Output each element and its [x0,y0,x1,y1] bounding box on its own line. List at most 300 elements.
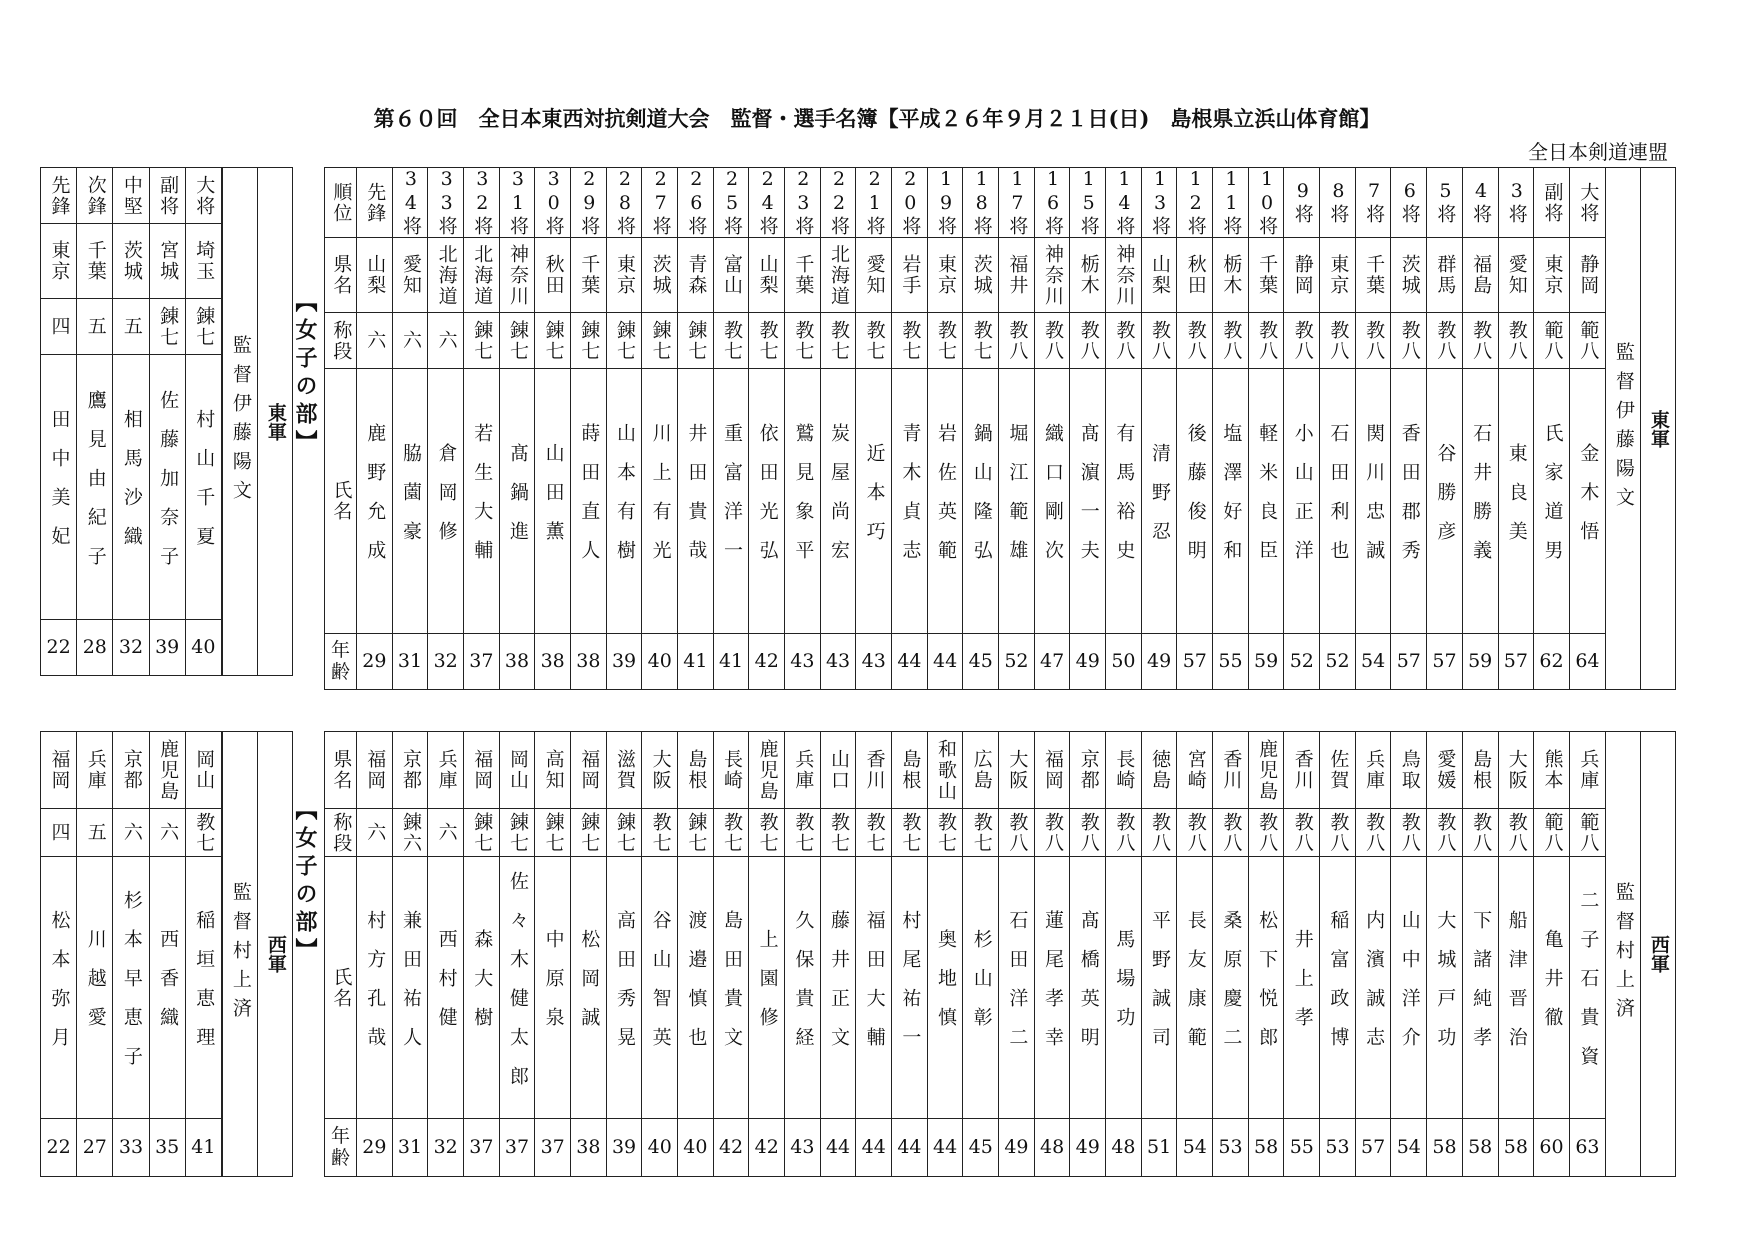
east-men-position-cell: 8将 [1320,168,1356,238]
west-men-dan-cell: 六 [357,809,393,857]
east-men-position-cell: 20将 [892,168,928,238]
west-men-pref-cell: 福岡 [357,732,393,809]
west-men-pref-cell: 兵庫 [1355,732,1391,809]
west-men-age-cell: 49 [1070,1119,1106,1177]
east-men-name-cell: 鍋山隆弘 [963,369,999,634]
east-men-pref-cell: 愛知 [1498,238,1534,313]
west-header-dan: 称段 [325,809,357,857]
west-men-name-cell: 高田秀晃 [606,857,642,1119]
west-men-pref-cell: 大阪 [1498,732,1534,809]
east-men-age-cell: 59 [1462,634,1498,690]
east-men-pref-cell: 栃木 [1213,238,1249,313]
west-men-pref-cell: 岡山 [499,732,535,809]
east-women-name-cell: 佐藤加奈子 [149,355,185,620]
west-men-pref-cell: 兵庫 [428,732,464,809]
east-men-age-cell: 64 [1569,634,1605,690]
east-men-pref-cell: 山梨 [357,238,393,313]
west-men-pref-cell: 愛媛 [1427,732,1463,809]
east-men-pref-cell: 千葉 [571,238,607,313]
east-women-position-cell: 大将 [185,168,221,224]
east-men-dan-cell: 教七 [927,313,963,369]
east-women-age-cell: 22 [41,620,77,676]
west-men-name-cell: 長友康範 [1177,857,1213,1119]
east-men-position-cell: 11将 [1213,168,1249,238]
west-men-age-cell: 42 [713,1119,749,1177]
east-men-pref-cell: 愛知 [856,238,892,313]
west-men-name-cell: 蓮尾孝幸 [1034,857,1070,1119]
west-men-dan-cell: 教七 [785,809,821,857]
east-men-dan-cell: 錬七 [571,313,607,369]
west-men-age-cell: 58 [1427,1119,1463,1177]
west-men-age-cell: 45 [963,1119,999,1177]
east-men-name-cell: 蒔田直人 [571,369,607,634]
east-men-position-cell: 29将 [571,168,607,238]
east-men-dan-cell: 教八 [1034,313,1070,369]
east-men-position-cell: 19将 [927,168,963,238]
east-women-name-cell: 村山千夏 [185,355,221,620]
east-women-pref-cell: 茨城 [113,224,149,299]
east-men-dan-cell: 教八 [999,313,1035,369]
east-coach-name-right: 伊藤陽文 [1612,399,1635,516]
east-women-pref-cell: 東京 [41,224,77,299]
west-men-name-cell: 松下悦郎 [1248,857,1284,1119]
east-header-dan: 称段 [325,313,357,369]
west-women-label: 【女子の部】 [292,798,318,966]
east-men-position-cell: 27将 [642,168,678,238]
east-header-age: 年齢 [325,634,357,690]
east-men-position-cell: 18将 [963,168,999,238]
west-men-pref-cell: 長崎 [713,732,749,809]
west-men-name-cell: 藤井正文 [820,857,856,1119]
east-men-dan-cell: 六 [357,313,393,369]
east-men-age-cell: 49 [1070,634,1106,690]
west-men-age-cell: 58 [1462,1119,1498,1177]
east-men-pref-cell: 茨城 [1391,238,1427,313]
west-men-dan-cell: 教七 [820,809,856,857]
west-men-dan-cell: 教八 [1106,809,1142,857]
west-women-row-prefs [41,732,222,809]
west-men-dan-cell: 錬七 [535,809,571,857]
east-men-pref-cell: 静岡 [1569,238,1605,313]
west-header-name: 氏名 [325,857,357,1119]
east-men-dan-cell: 錬七 [464,313,500,369]
east-men-age-cell: 43 [820,634,856,690]
west-men-pref-cell: 和歌山 [927,732,963,809]
east-men-dan-cell: 教七 [963,313,999,369]
east-men-name-cell: 山本有樹 [606,369,642,634]
east-men-pref-cell: 青森 [678,238,714,313]
west-women-pref-cell: 岡山 [185,732,221,809]
west-men-age-cell: 49 [999,1119,1035,1177]
east-men-position-cell: 3将 [1498,168,1534,238]
east-men-name-cell: 脇薗豪 [392,369,428,634]
west-men-dan-cell: 教八 [1320,809,1356,857]
west-men-age-cell: 31 [392,1119,428,1177]
east-men-name-cell: 鷲見象平 [785,369,821,634]
east-men-name-cell: 重富洋一 [713,369,749,634]
east-men-name-cell: 髙鍋進 [499,369,535,634]
west-women-pref-cell: 京都 [113,732,149,809]
east-women-table [40,167,222,676]
east-men-age-cell: 45 [963,634,999,690]
west-men-pref-cell: 香川 [856,732,892,809]
west-men-pref-cell: 宮崎 [1177,732,1213,809]
west-header-age: 年齢 [325,1119,357,1177]
west-men-pref-cell: 鹿児島 [1248,732,1284,809]
east-men-dan-cell: 錬七 [499,313,535,369]
east-men-name-cell: 近本巧 [856,369,892,634]
west-men-dan-cell: 教八 [1391,809,1427,857]
west-men-pref-cell: 徳島 [1141,732,1177,809]
east-men-name-cell: 川上有光 [642,369,678,634]
west-women-dan-cell: 六 [149,809,185,857]
west-women-dan-cell: 四 [41,809,77,857]
east-men-position-cell: 13将 [1141,168,1177,238]
west-women-age-cell: 33 [113,1119,149,1177]
west-women-row-dans [41,809,222,857]
east-women-position-cell: 先鋒 [41,168,77,224]
west-men-dan-cell: 錬六 [392,809,428,857]
west-men-pref-cell: 滋賀 [606,732,642,809]
west-men-name-cell: 内濱誠志 [1355,857,1391,1119]
east-men-age-cell: 57 [1391,634,1427,690]
east-men-age-cell: 31 [392,634,428,690]
east-men-row-positions [325,168,1676,238]
west-coach-cell [223,732,258,1177]
east-men-position-cell: 26将 [678,168,714,238]
east-men-name-cell: 谷勝彦 [1427,369,1463,634]
west-men-dan-cell: 六 [428,809,464,857]
west-men-name-cell: 山中洋介 [1391,857,1427,1119]
west-men-pref-cell: 鹿児島 [749,732,785,809]
east-men-position-cell: 34将 [392,168,428,238]
west-men-age-cell: 44 [856,1119,892,1177]
east-men-dan-cell: 教八 [1462,313,1498,369]
west-women-dan-cell: 五 [77,809,113,857]
east-men-pref-cell: 東京 [606,238,642,313]
west-men-name-cell: 船津晋治 [1498,857,1534,1119]
west-coach-label-right: 監督 [1612,881,1635,940]
east-side-label-right: 東軍 [1641,168,1676,690]
west-men-name-cell: 西村健 [428,857,464,1119]
east-men-name-cell: 織口剛次 [1034,369,1070,634]
east-men-pref-cell: 秋田 [1177,238,1213,313]
east-women-position-cell: 中堅 [113,168,149,224]
west-women-age-cell: 35 [149,1119,185,1177]
east-men-age-cell: 38 [571,634,607,690]
east-men-age-cell: 54 [1355,634,1391,690]
west-women-pref-cell: 兵庫 [77,732,113,809]
west-men-age-cell: 58 [1498,1119,1534,1177]
east-women-row-prefs [41,224,222,299]
east-men-pref-cell: 茨城 [963,238,999,313]
west-women-age-cell: 22 [41,1119,77,1177]
east-men-dan-cell: 教七 [820,313,856,369]
east-men-pref-cell: 神奈川 [1106,238,1142,313]
west-men-name-cell: 二子石貴資 [1569,857,1605,1119]
west-men-age-cell: 48 [1106,1119,1142,1177]
west-women-name-cell: 杉本早恵子 [113,857,149,1119]
east-women-age-cell: 32 [113,620,149,676]
west-men-name-cell: 久保貴経 [785,857,821,1119]
west-men-name-cell: 佐々木健太郎 [499,857,535,1119]
west-women-table [40,731,222,1177]
west-men-name-cell: 稲富政博 [1320,857,1356,1119]
west-men-name-cell: 村尾祐一 [892,857,928,1119]
west-men-dan-cell: 錬七 [464,809,500,857]
east-men-pref-cell: 愛知 [392,238,428,313]
west-women-row-names [41,857,222,1119]
organization-name: 全日本剣道連盟 [1528,140,1668,164]
east-men-row-prefs [325,238,1676,313]
east-women-name-cell: 相馬沙織 [113,355,149,620]
west-men-dan-cell: 教八 [1462,809,1498,857]
west-men-row-dans [325,809,1676,857]
east-men-position-cell: 7将 [1355,168,1391,238]
east-men-position-cell: 先鋒 [357,168,393,238]
east-men-pref-cell: 千葉 [785,238,821,313]
west-men-dan-cell: 教八 [1427,809,1463,857]
west-men-age-cell: 44 [820,1119,856,1177]
west-women-name-cell: 西香織 [149,857,185,1119]
east-men-dan-cell: 教七 [749,313,785,369]
east-women-age-cell: 28 [77,620,113,676]
east-women-age-cell: 40 [185,620,221,676]
east-men-position-cell: 32将 [464,168,500,238]
east-men-name-cell: 岩佐英範 [927,369,963,634]
east-men-row-ages [325,634,1676,690]
east-header-name: 氏名 [325,369,357,634]
east-men-dan-cell: 錬七 [642,313,678,369]
west-men-age-cell: 39 [606,1119,642,1177]
east-men-dan-cell: 教八 [1427,313,1463,369]
east-men-position-cell: 31将 [499,168,535,238]
west-men-age-cell: 54 [1177,1119,1213,1177]
east-men-name-cell: 鹿野允成 [357,369,393,634]
east-men-age-cell: 57 [1177,634,1213,690]
west-coach-cell-right [1606,732,1641,1177]
east-men-age-cell: 40 [642,634,678,690]
east-men-table [324,167,1676,690]
east-men-dan-cell: 教七 [856,313,892,369]
east-men-age-cell: 59 [1248,634,1284,690]
west-side-label: 西軍 [258,732,293,1177]
east-men-name-cell: 堀江範雄 [999,369,1035,634]
west-women-row-ages [41,1119,222,1177]
east-men-dan-cell: 六 [428,313,464,369]
west-men-dan-cell: 教八 [999,809,1035,857]
west-men-dan-cell: 教八 [1498,809,1534,857]
east-men-age-cell: 50 [1106,634,1142,690]
west-men-name-cell: 上園修 [749,857,785,1119]
east-men-dan-cell: 範八 [1569,313,1605,369]
east-men-position-cell: 10将 [1248,168,1284,238]
west-men-age-cell: 40 [678,1119,714,1177]
east-men-dan-cell: 教八 [1355,313,1391,369]
east-men-position-cell: 28将 [606,168,642,238]
east-men-pref-cell: 山梨 [1141,238,1177,313]
east-men-name-cell: 髙濵一夫 [1070,369,1106,634]
east-men-position-cell: 23将 [785,168,821,238]
west-men-pref-cell: 香川 [1284,732,1320,809]
east-men-pref-cell: 静岡 [1284,238,1320,313]
east-men-dan-cell: 教八 [1213,313,1249,369]
east-men-row-dans [325,313,1676,369]
east-men-pref-cell: 神奈川 [499,238,535,313]
east-men-pref-cell: 岩手 [892,238,928,313]
west-men-dan-cell: 錬七 [499,809,535,857]
east-women-dan-cell: 錬七 [185,299,221,355]
east-men-name-cell: 石田利也 [1320,369,1356,634]
east-coach-cell [223,168,258,676]
west-men-pref-cell: 福岡 [571,732,607,809]
west-coach-name-right: 村上済 [1612,939,1635,1027]
east-men-name-cell: 香田郡秀 [1391,369,1427,634]
east-men-name-cell: 軽米良臣 [1248,369,1284,634]
west-men-name-cell: 渡邉慎也 [678,857,714,1119]
east-men-name-cell: 若生大輔 [464,369,500,634]
east-header-rank: 順位 [325,168,357,238]
east-men-row-names [325,369,1676,634]
east-women-pref-cell: 千葉 [77,224,113,299]
east-men-position-cell: 12将 [1177,168,1213,238]
east-women-label: 【女子の部】 [292,290,318,458]
west-men-name-cell: 亀井徹 [1534,857,1570,1119]
east-men-dan-cell: 教八 [1141,313,1177,369]
east-men-age-cell: 44 [927,634,963,690]
east-women-dan-cell: 錬七 [149,299,185,355]
west-men-pref-cell: 京都 [1070,732,1106,809]
east-men-age-cell: 57 [1427,634,1463,690]
east-men-dan-cell: 教八 [1248,313,1284,369]
west-men-name-cell: 井上孝 [1284,857,1320,1119]
east-women-row-ages [41,620,222,676]
east-women-row-names [41,355,222,620]
east-women-name-cell: 鷹見由紀子 [77,355,113,620]
east-men-dan-cell: 錬七 [535,313,571,369]
west-men-pref-cell: 熊本 [1534,732,1570,809]
west-men-row-prefs [325,732,1676,809]
west-men-pref-cell: 大阪 [642,732,678,809]
east-men-position-cell: 5将 [1427,168,1463,238]
west-men-age-cell: 57 [1355,1119,1391,1177]
east-men-age-cell: 37 [464,634,500,690]
west-men-name-cell: 桑原慶二 [1213,857,1249,1119]
east-men-position-cell: 14将 [1106,168,1142,238]
west-men-pref-cell: 香川 [1213,732,1249,809]
west-women-name-cell: 川越愛 [77,857,113,1119]
west-men-name-cell: 谷山智英 [642,857,678,1119]
east-men-pref-cell: 茨城 [642,238,678,313]
west-men-name-cell: 福田大輔 [856,857,892,1119]
east-men-dan-cell: 六 [392,313,428,369]
page-title: 第６０回 全日本東西対抗剣道大会 監督・選手名簿【平成２６年９月２１日(日) 島根県立浜山体育館】 [373,106,1381,131]
east-men-pref-cell: 北海道 [820,238,856,313]
east-men-pref-cell: 東京 [1320,238,1356,313]
west-men-dan-cell: 教七 [892,809,928,857]
east-men-age-cell: 47 [1034,634,1070,690]
west-men-row-names [325,857,1676,1119]
east-men-name-cell: 山田薫 [535,369,571,634]
east-men-dan-cell: 教八 [1106,313,1142,369]
west-men-pref-cell: 大阪 [999,732,1035,809]
west-men-pref-cell: 島根 [678,732,714,809]
east-men-pref-cell: 福井 [999,238,1035,313]
west-men-dan-cell: 範八 [1534,809,1570,857]
west-men-dan-cell: 教八 [1034,809,1070,857]
west-men-name-cell: 石田洋二 [999,857,1035,1119]
west-men-name-cell: 大城戸功 [1427,857,1463,1119]
east-women-position-cell: 次鋒 [77,168,113,224]
east-men-age-cell: 52 [1320,634,1356,690]
east-men-name-cell: 炭屋尚宏 [820,369,856,634]
east-women-pref-cell: 宮城 [149,224,185,299]
east-men-position-cell: 9将 [1284,168,1320,238]
east-men-dan-cell: 教八 [1498,313,1534,369]
west-men-age-cell: 54 [1391,1119,1427,1177]
west-men-pref-cell: 広島 [963,732,999,809]
east-men-age-cell: 49 [1141,634,1177,690]
east-men-pref-cell: 東京 [927,238,963,313]
east-men-dan-cell: 教七 [892,313,928,369]
west-men-name-cell: 奥地慎 [927,857,963,1119]
west-men-age-cell: 53 [1213,1119,1249,1177]
east-men-age-cell: 29 [357,634,393,690]
east-men-name-cell: 石井勝義 [1462,369,1498,634]
east-women-row-dans [41,299,222,355]
east-men-position-cell: 大将 [1569,168,1605,238]
west-men-name-cell: 兼田祐人 [392,857,428,1119]
east-women-row-positions [41,168,222,224]
east-men-dan-cell: 教八 [1177,313,1213,369]
east-women-pref-cell: 埼玉 [185,224,221,299]
west-men-dan-cell: 教八 [1177,809,1213,857]
west-women-pref-cell: 鹿児島 [149,732,185,809]
east-men-pref-cell: 千葉 [1355,238,1391,313]
west-men-table [324,731,1676,1177]
east-men-age-cell: 43 [785,634,821,690]
west-men-age-cell: 55 [1284,1119,1320,1177]
east-men-pref-cell: 富山 [713,238,749,313]
west-men-dan-cell: 教八 [1141,809,1177,857]
east-women-age-cell: 39 [149,620,185,676]
east-men-dan-cell: 教七 [785,313,821,369]
east-women-name-cell: 田中美妃 [41,355,77,620]
west-men-name-cell: 髙橋英明 [1070,857,1106,1119]
west-men-pref-cell: 高知 [535,732,571,809]
east-men-age-cell: 52 [1284,634,1320,690]
east-men-age-cell: 44 [892,634,928,690]
west-women-dan-cell: 六 [113,809,149,857]
west-men-dan-cell: 教七 [856,809,892,857]
east-men-age-cell: 38 [499,634,535,690]
east-men-pref-cell: 群馬 [1427,238,1463,313]
east-men-name-cell: 関川忠誠 [1355,369,1391,634]
west-side-label-right: 西軍 [1641,732,1676,1177]
west-men-age-cell: 43 [785,1119,821,1177]
west-men-dan-cell: 教八 [1284,809,1320,857]
east-men-pref-cell: 神奈川 [1034,238,1070,313]
west-men-pref-cell: 兵庫 [785,732,821,809]
west-men-pref-cell: 島根 [892,732,928,809]
west-men-dan-cell: 錬七 [678,809,714,857]
east-men-pref-cell: 千葉 [1248,238,1284,313]
east-men-name-cell: 井田貴哉 [678,369,714,634]
west-men-pref-cell: 佐賀 [1320,732,1356,809]
east-women-dan-cell: 五 [77,299,113,355]
east-men-position-cell: 17将 [999,168,1035,238]
east-men-dan-cell: 教八 [1070,313,1106,369]
